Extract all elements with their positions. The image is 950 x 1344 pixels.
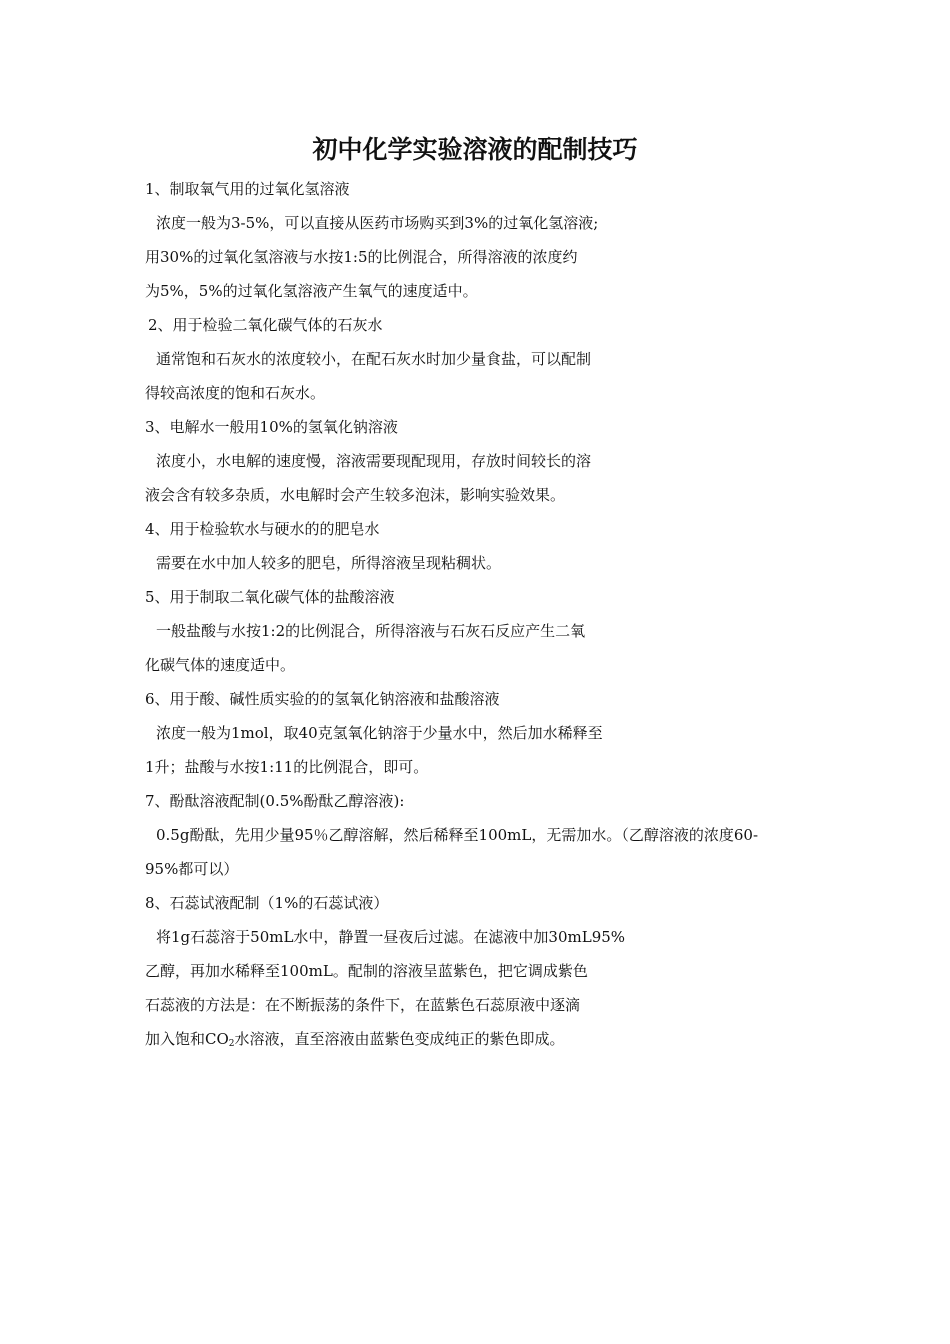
section-1-line-2: 用30%的过氧化氢溶液与水按1:5的比例混合，所得溶液的浓度约: [145, 248, 578, 266]
section-3-line-1: 浓度小，水电解的速度慢，溶液需要现配现用，存放时间较长的溶: [156, 452, 592, 470]
section-7-line-2: 95%都可以）: [145, 860, 239, 878]
section-7-line-1: 0.5g酚酞，先用少量95％乙醇溶解，然后稀释至100mL，无需加水。（乙醇溶液的浓度60-: [156, 826, 759, 844]
document-title: 初中化学实验溶液的配制技巧: [312, 135, 638, 164]
section-8-line-4: [145, 1022, 845, 1056]
section-3-line-2: 液会含有较多杂质，水电解时会产生较多泡沫，影响实验效果。: [145, 486, 566, 504]
section-1-heading: 1、制取氧气用的过氧化氢溶液: [145, 180, 350, 198]
section-5-line-2: 化碳气体的速度适中。: [145, 656, 296, 674]
document-body: [145, 172, 845, 1056]
subscript-2: 2: [228, 1039, 235, 1049]
section-8-line-4-after: 水溶液，直至溶液由蓝紫色变成纯正的紫色即成。: [234, 1030, 565, 1048]
section-1-line-3: 为5%，5%的过氧化氢溶液产生氧气的速度适中。: [145, 282, 478, 300]
section-8-line-3: 石蕊液的方法是：在不断振荡的条件下，在蓝紫色石蕊原液中逐滴: [145, 996, 581, 1014]
section-2-line-1: 通常饱和石灰水的浓度较小，在配石灰水时加少量食盐，可以配制: [156, 350, 592, 368]
section-6-line-1: 浓度一般为1mol，取40克氢氧化钠溶于少量水中，然后加水稀释至: [156, 724, 603, 742]
section-3-heading: 3、电解水一般用10%的氢氧化钠溶液: [145, 418, 398, 436]
section-5-line-1: 一般盐酸与水按1:2的比例混合，所得溶液与石灰石反应产生二氧: [156, 622, 586, 640]
section-7-heading: 7、酚酞溶液配制(0.5%酚酞乙醇溶液):: [145, 792, 405, 810]
section-4-line-1: 需要在水中加人较多的肥皂，所得溶液呈现粘稠状。: [156, 554, 502, 572]
section-4-heading: 4、用于检验软水与硬水的的肥皂水: [145, 520, 380, 538]
section-8-line-1: 将1g石蕊溶于50mL水中，静置一昼夜后过滤。在滤液中加30mL95%: [156, 928, 626, 946]
section-8-heading: 8、石蕊试液配制（1%的石蕊试液）: [145, 894, 389, 912]
section-6-line-2: 1升；盐酸与水按1:11的比例混合，即可。: [145, 758, 429, 776]
section-2-heading: 2、用于检验二氧化碳气体的石灰水: [148, 316, 383, 334]
section-1-line-1: 浓度一般为3-5%，可以直接从医药市场购买到3%的过氧化氢溶液;: [156, 214, 599, 232]
section-6-heading: 6、用于酸、碱性质实验的的氢氧化钠溶液和盐酸溶液: [145, 690, 500, 708]
section-2-line-2: 得较高浓度的饱和石灰水。: [145, 384, 326, 402]
section-8-line-2: 乙醇，再加水稀释至100mL。配制的溶液呈蓝紫色，把它调成紫色: [145, 962, 588, 980]
section-8-line-4-before: 加入饱和CO: [145, 1030, 229, 1048]
section-5-heading: 5、用于制取二氧化碳气体的盐酸溶液: [145, 588, 395, 606]
